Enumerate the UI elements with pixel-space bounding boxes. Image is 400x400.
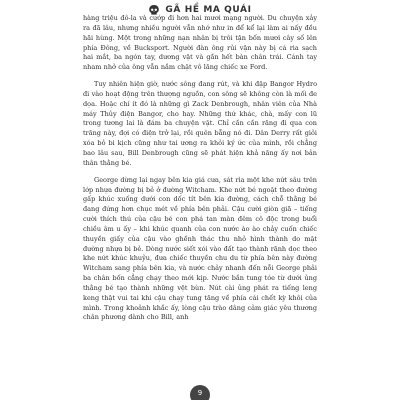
body-paragraph-2: Tuy nhiên hiện giờ, nước sông đang rút, và khi đập Bangor Hydro đi vào hoạt động trên thượng nguồn, con sông sẽ không còn là mối đe dọa. Hoặc chí ít đó là những gì Zack Denbrough, nhân viên của Nhà máy Thủy điện Bangor, cho hay. Những thứ khác, chà, mấy con lũ trong tương lai là đám ba chuyện vặt. Chỉ cần cần răng đi qua con trăng này, đợi có điện trở lại, rồi quên bẵng nó đi. Dân Derry rất giỏi xóa bỏ bi kịch cũng như tai ương ra khỏi ký ức của mình, rồi chẳng bao lâu sau, Bill Denbrough cũng sẽ phát hiện khả năng ấy nơi bản thân thằng bé. [83, 80, 317, 167]
body-paragraph-3: George dừng lại ngay bên kia giá cưa, sát rìa một khe nứt sâu trên lớp nhựa đường bị bẻ ở đường Witcham. Khe nứt bé ngoặt theo đường gấp khúc xuống dưới con dốc tít bên kia đường, cách chỗ thằng bé đang đứng hơn chục mét về phía bên phải. Cậu cười giòn giã – tiếng cười thích thú của cậu bé con phá tan màn đêm cô độc trong buổi chiều âm u ấy – khi khúc quanh của con nước ào ào chảy cuốn chiếc thuyền giấy của cậu vào ghềnh thác thu nhỏ hình thành do mặt đường nhựa bị bẻ. Dòng nước siết xói vào đất tạo thành rãnh dọc theo khe nứt khúc khuỷu, đưa chiếc thuyền chu du từ phía bên này đường Witcham sang phía bên kia, và nước chảy nhanh đến nỗi George phải ba chân bốn cẳng chạy theo mới kịp. Nước bắn tung tóe từ dưới ủng thằng bé tạo thành những vệt bùn. Nút cài ủng phát ra tiếng leng keng thật vui tai khi cậu chạy tung tăng về phía cái chết kỳ khôi của mình. Trong khoảnh khắc ấy, lòng cậu trào dâng cảm giác yêu thương chân phương dành cho Bill, anh [83, 175, 317, 322]
page-number-badge [190, 385, 210, 400]
page-number: 9 [197, 389, 203, 397]
book-title: GÃ HỀ MA QUÁI [165, 5, 252, 15]
body-paragraph-1: hàng triệu đô-la và cướp đi hơn hai mươi mạng người. Du chuyện xảy ra đã lâu, nhưng nhiều người vẫn nhớ như in để kể lại làm ai nấy đều hãi hùng. Một trong những nạn nhân bị trôi tận bốn mươi cây số lên phía Đông, về Bucksport. Người đàn ông rủi vận này bị cá ria sạch hai mắt, ba ngón tay, dương vật và gần hết bàn chân trái. Cánh tay nham nhở của ông vẫn nắm chặt vô lăng chiếc xe Ford. [83, 14, 317, 72]
page-body [83, 14, 317, 323]
